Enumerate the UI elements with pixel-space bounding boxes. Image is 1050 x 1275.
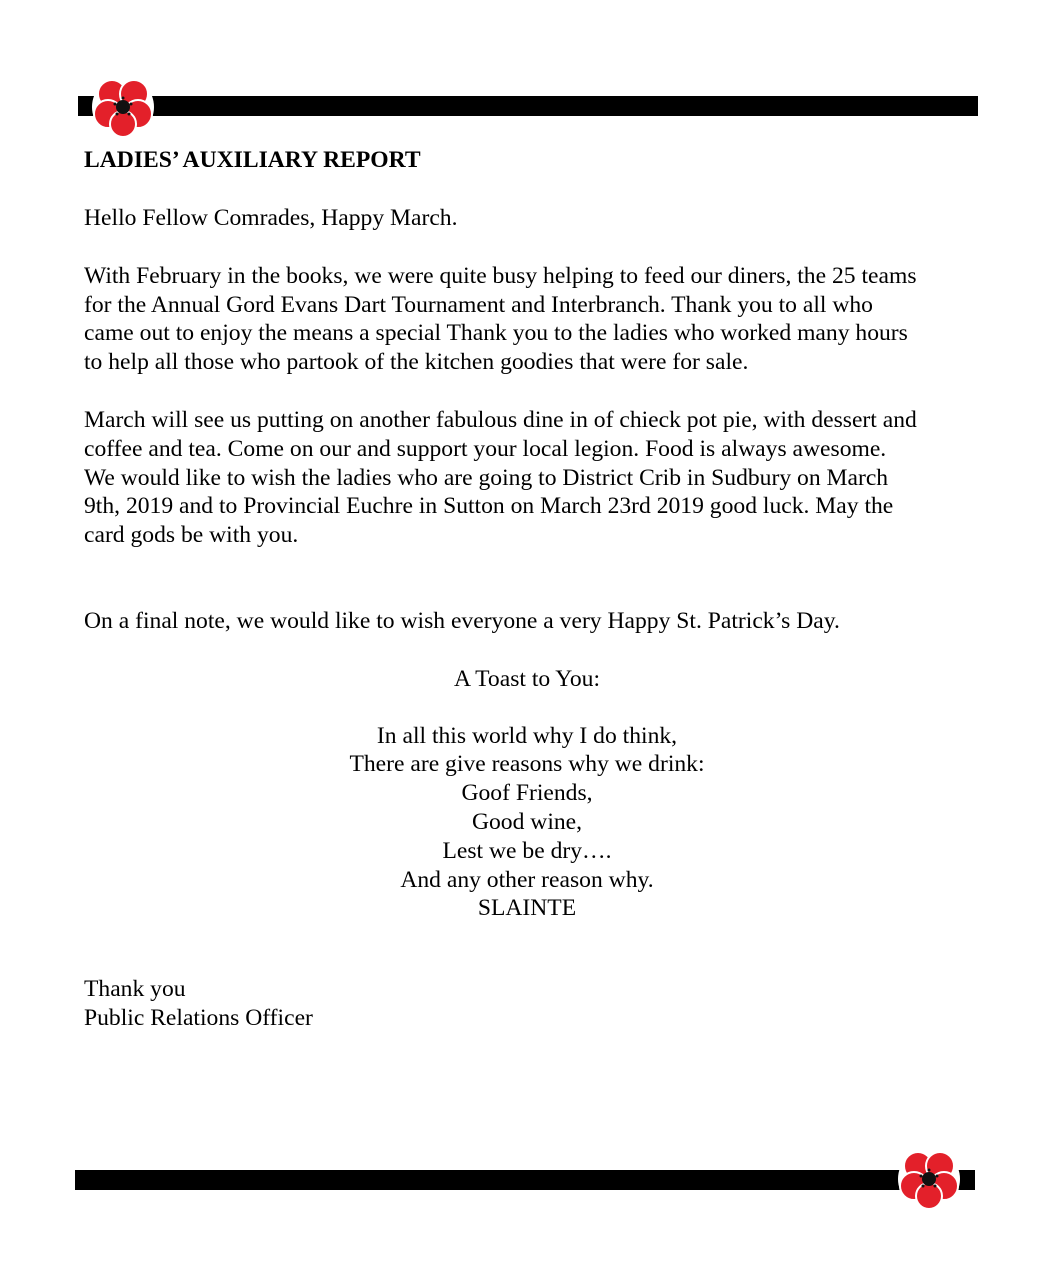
poppy-icon — [90, 74, 156, 140]
paragraph-line: to help all those who partook of the kitchen goodies that were for sale. — [84, 349, 749, 376]
poem-line: Goof Friends, — [461, 780, 593, 807]
paragraph-2 — [84, 406, 984, 550]
signature: Public Relations Officer — [84, 1004, 313, 1031]
poem-line: Lest we be dry…. — [442, 837, 612, 864]
paragraph-line: We would like to wish the ladies who are going to District Crib in Sudbury on March — [84, 464, 889, 491]
paragraph-line: for the Annual Gord Evans Dart Tournament and Interbranch. Thank you to all who — [84, 291, 873, 318]
paragraph-line: card gods be with you. — [84, 522, 299, 549]
footer-bar — [75, 1170, 975, 1190]
document-body — [84, 140, 984, 1033]
poem-line: There are give reasons why we drink: — [349, 751, 705, 778]
poem-line: Good wine, — [471, 808, 583, 835]
closing-block — [84, 975, 984, 1033]
greeting: Hello Fellow Comrades, Happy March. — [84, 205, 458, 231]
closing: Thank you — [84, 976, 186, 1003]
paragraph-line: coffee and tea. Come on our and support your local legion. Food is always awesome. — [84, 435, 887, 462]
poem-line: SLAINTE — [477, 895, 577, 922]
paragraph-line: 9th, 2019 and to Provincial Euchre in Sutton on March 23rd 2019 good luck. May the — [84, 493, 894, 520]
toast-poem — [84, 722, 970, 924]
toast-heading: A Toast to You: — [453, 665, 601, 692]
paragraph-line: March will see us putting on another fabulous dine in of chieck pot pie, with dessert and — [84, 406, 917, 433]
final-note: On a final note, we would like to wish everyone a very Happy St. Patrick’s Day. — [84, 607, 840, 634]
page-title: LADIES’ AUXILIARY REPORT — [84, 147, 421, 173]
poem-line: In all this world why I do think, — [376, 722, 678, 749]
paragraph-line: came out to enjoy the means a special Thank you to the ladies who worked many hours — [84, 320, 908, 347]
paragraph-line: With February in the books, we were quite busy helping to feed our diners, the 25 teams — [84, 262, 917, 289]
poppy-icon — [896, 1146, 962, 1212]
paragraph-1 — [84, 262, 984, 377]
poem-line: And any other reason why. — [400, 866, 654, 893]
header-bar — [78, 96, 978, 116]
